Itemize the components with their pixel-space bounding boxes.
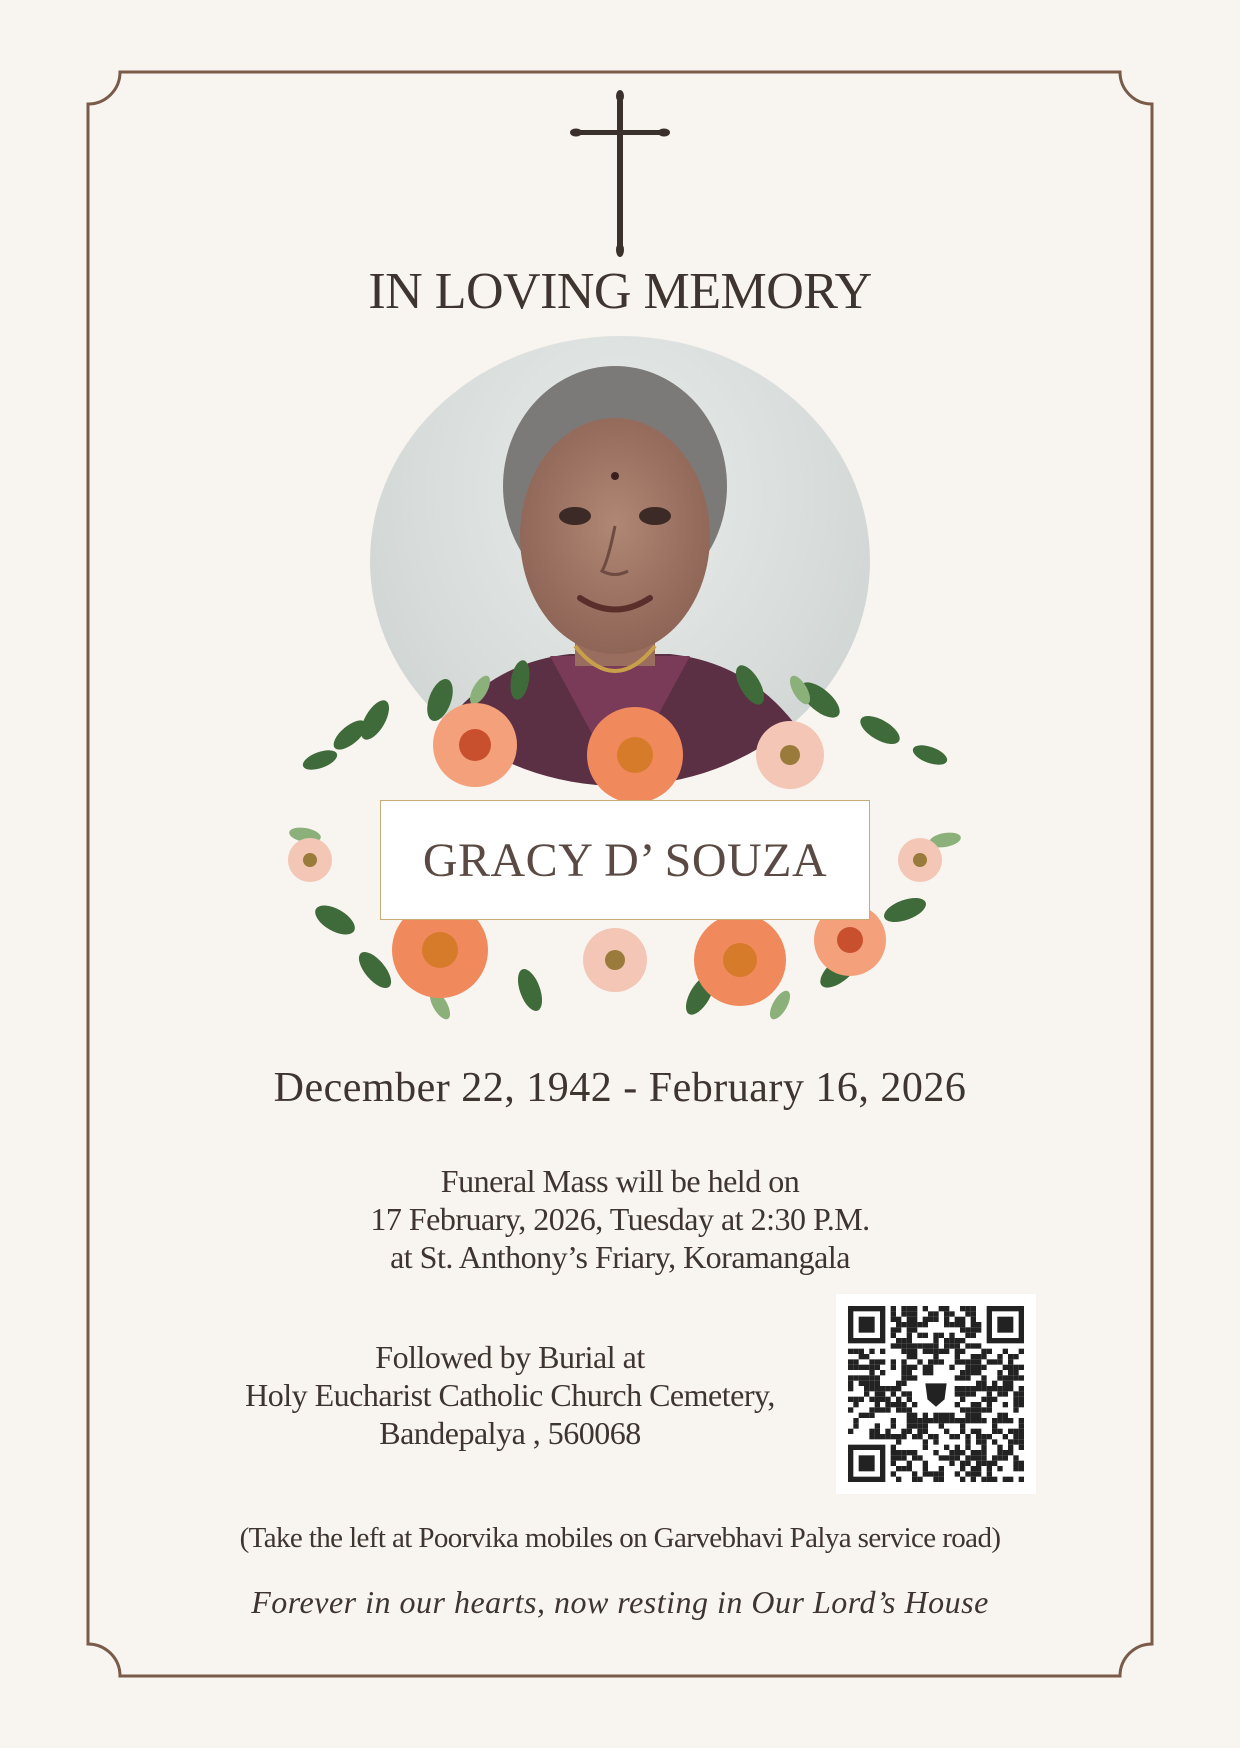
life-dates: December 22, 1942 - February 16, 2026 [273,1065,967,1111]
closing-message: Forever in our hearts, now resting in Our Lord’s House [251,1584,989,1620]
burial-line-3: Bandepalya , 560068 [379,1415,641,1451]
mass-line-2: 17 February, 2026, Tuesday at 2:30 P.M. [370,1201,870,1237]
burial-line-2: Holy Eucharist Catholic Church Cemetery, [245,1377,775,1413]
funeral-mass-details [0,1162,1240,1276]
qr-code-graphic [836,1294,1036,1494]
page-title: IN LOVING MEMORY [368,263,872,320]
burial-details [190,1338,830,1452]
qr-code-icon[interactable] [836,1294,1036,1494]
mass-line-3: at St. Anthony’s Friary, Koramangala [390,1239,850,1275]
name-plaque [380,800,870,920]
cross-icon [570,90,670,260]
deceased-name: GRACY D’ SOUZA [422,833,828,887]
mass-line-1: Funeral Mass will be held on [440,1163,800,1199]
directions-note: (Take the left at Poorvika mobiles on Garvebhavi Palya service road) [239,1522,1001,1554]
burial-line-1: Followed by Burial at [375,1339,645,1375]
